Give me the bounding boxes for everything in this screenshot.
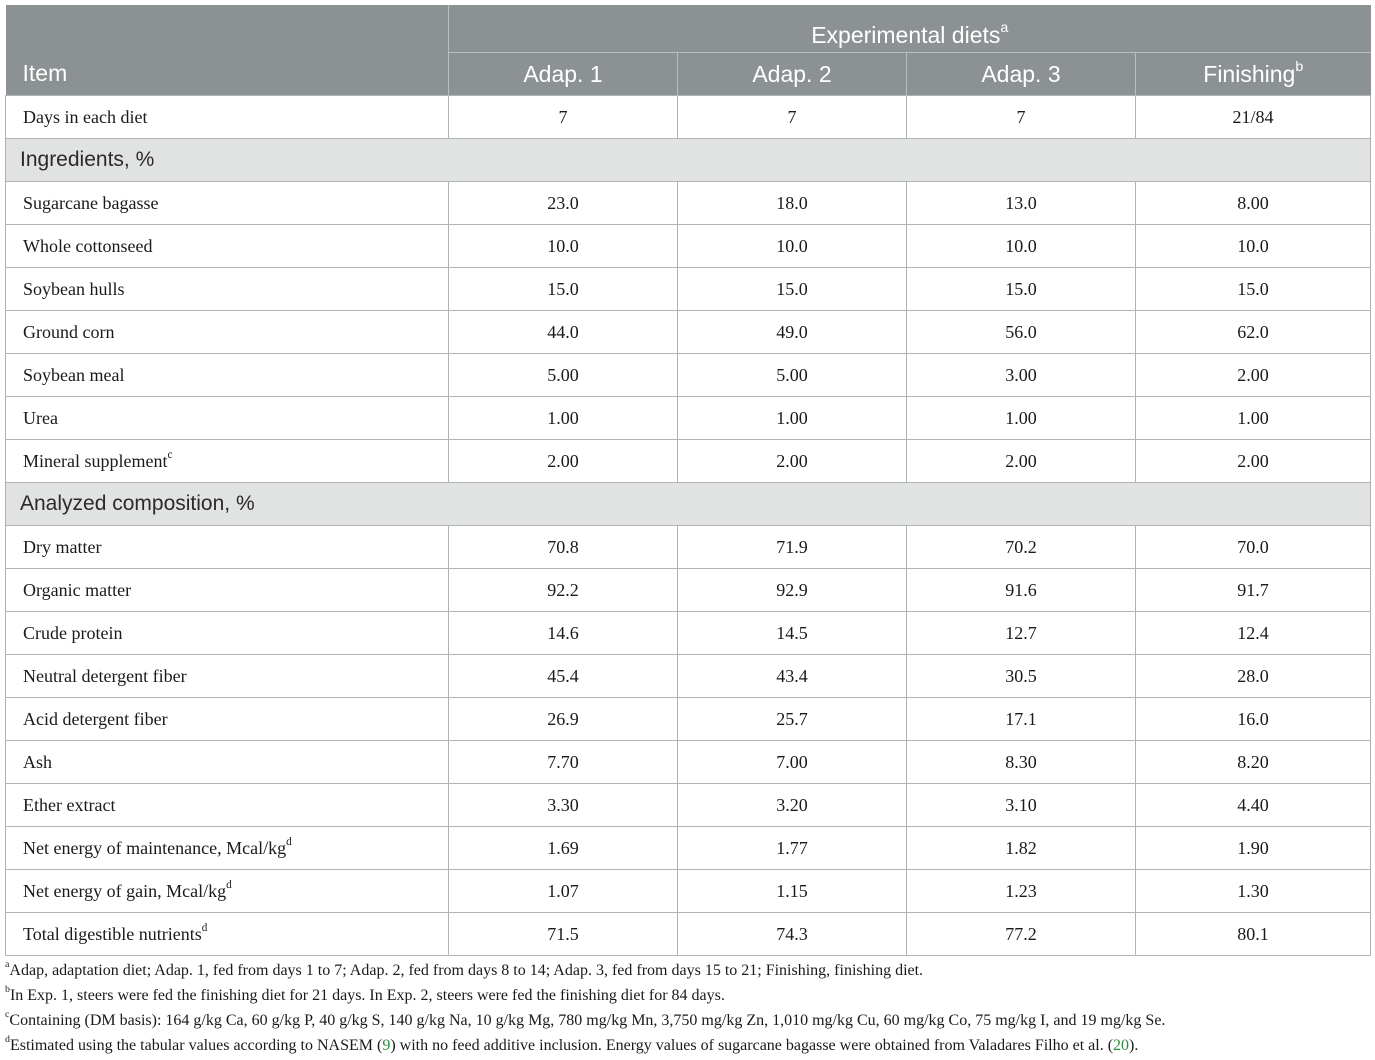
table-cell: 1.00 <box>1136 397 1371 440</box>
table-cell: 26.9 <box>449 698 678 741</box>
table-row <box>6 827 1371 870</box>
table-cell: 17.1 <box>907 698 1136 741</box>
table-cell: 7.70 <box>449 741 678 784</box>
table-cell: 70.8 <box>449 526 678 569</box>
table-cell: 12.4 <box>1136 612 1371 655</box>
table-cell: 15.0 <box>907 268 1136 311</box>
table-cell: 45.4 <box>449 655 678 698</box>
table-cell: 1.00 <box>678 397 907 440</box>
table-cell: 74.3 <box>678 913 907 956</box>
table-cell: 49.0 <box>678 311 907 354</box>
column-header-adap-1: Adap. 1 <box>449 53 678 96</box>
experimental-diets-header: Experimental diets$^a$ <box>449 5 1371 53</box>
table-cell: 70.0 <box>1136 526 1371 569</box>
column-header-adap-3: Adap. 3 <box>907 53 1136 96</box>
section-title: Ingredients, % <box>6 139 1371 182</box>
table-cell: 15.0 <box>678 268 907 311</box>
row-label: Whole cottonseed <box>6 225 449 268</box>
table-cell: 3.00 <box>907 354 1136 397</box>
table-cell: 3.20 <box>678 784 907 827</box>
table-cell: 12.7 <box>907 612 1136 655</box>
table-cell: 8.00 <box>1136 182 1371 225</box>
row-label: Ground corn <box>6 311 449 354</box>
table-cell: 1.30 <box>1136 870 1371 913</box>
table-cell: 62.0 <box>1136 311 1371 354</box>
row-label: Net energy of maintenance, Mcal/$kg^d$ <box>6 827 449 870</box>
table-row <box>6 268 1371 311</box>
table-cell: 10.0 <box>1136 225 1371 268</box>
row-label: Organic matter <box>6 569 449 612</box>
row-label: Ash <box>6 741 449 784</box>
item-column-header: Item <box>6 5 449 96</box>
table-cell: 71.5 <box>449 913 678 956</box>
table-row <box>6 870 1371 913</box>
table-cell: 23.0 <box>449 182 678 225</box>
table-row <box>6 440 1371 483</box>
table-cell: 15.0 <box>449 268 678 311</box>
table-row <box>6 96 1371 139</box>
table-cell: 7 <box>449 96 678 139</box>
table-cell: 1.00 <box>449 397 678 440</box>
table-row <box>6 182 1371 225</box>
footnote-a: $^a$Adap, adaptation diet; Adap. 1, fed from days 1 to 7; Adap. 2, fed from days 8 to 14; Adap. 3, fed from days 15 to 21; Finishing, finishing diet. <box>5 959 924 979</box>
table-cell: 1.23 <box>907 870 1136 913</box>
table-cell: 7 <box>678 96 907 139</box>
citation-link[interactable]: 9 <box>382 1037 391 1054</box>
table-cell: 10.0 <box>678 225 907 268</box>
table-cell: 8.20 <box>1136 741 1371 784</box>
row-label: Net energy of gain, Mcal/$kg^d$ <box>6 870 449 913</box>
row-label: Crude protein <box>6 612 449 655</box>
table-header <box>6 5 1371 96</box>
section-row-composition <box>6 483 1371 526</box>
table-cell: 1.07 <box>449 870 678 913</box>
table-cell: 14.6 <box>449 612 678 655</box>
table-cell: 15.0 <box>1136 268 1371 311</box>
footnotes <box>5 958 1370 1058</box>
table-cell: 30.5 <box>907 655 1136 698</box>
table-cell: 2.00 <box>1136 354 1371 397</box>
row-label: Mineral supplement$^c$ <box>6 440 449 483</box>
column-header-adap-2: Adap. 2 <box>678 53 907 96</box>
row-label: Acid detergent fiber <box>6 698 449 741</box>
table-cell: 28.0 <box>1136 655 1371 698</box>
table-cell: 2.00 <box>449 440 678 483</box>
table-cell: 92.9 <box>678 569 907 612</box>
footnote-b: $^b$In Exp. 1, steers were fed the finishing diet for 21 days. In Exp. 2, steers were fed the finishing diet for 84 days. <box>5 984 725 1004</box>
table-row <box>6 311 1371 354</box>
footnote-d: $^d$Estimated using the tabular values according to NASEM (9) with no feed additive inclusion. Energy values of sugarcane bagasse were obtained from Valadares Filho et al. (20). <box>5 1034 1139 1054</box>
table-row <box>6 698 1371 741</box>
row-label: Dry matter <box>6 526 449 569</box>
table-cell: 7.00 <box>678 741 907 784</box>
table-cell: 80.1 <box>1136 913 1371 956</box>
table-row <box>6 612 1371 655</box>
table-cell: 7 <box>907 96 1136 139</box>
table-cell: 91.7 <box>1136 569 1371 612</box>
table-row <box>6 784 1371 827</box>
table-cell: 1.15 <box>678 870 907 913</box>
table-cell: 4.40 <box>1136 784 1371 827</box>
table-cell: 3.10 <box>907 784 1136 827</box>
table-cell: 5.00 <box>449 354 678 397</box>
table-row <box>6 569 1371 612</box>
table-cell: 43.4 <box>678 655 907 698</box>
table-cell: 92.2 <box>449 569 678 612</box>
row-label: Total digestible nutrients$^d$ <box>6 913 449 956</box>
table-body <box>6 96 1371 956</box>
table-cell: 71.9 <box>678 526 907 569</box>
table-row <box>6 913 1371 956</box>
table-cell: 2.00 <box>1136 440 1371 483</box>
table-cell: 1.00 <box>907 397 1136 440</box>
column-header-finishing: Finishing$^b$ <box>1136 53 1371 96</box>
table-cell: 1.82 <box>907 827 1136 870</box>
row-label: Soybean meal <box>6 354 449 397</box>
row-label: Sugarcane bagasse <box>6 182 449 225</box>
row-label: Urea <box>6 397 449 440</box>
table-cell: 56.0 <box>907 311 1136 354</box>
table-row <box>6 526 1371 569</box>
table-cell: 77.2 <box>907 913 1136 956</box>
table-cell: 70.2 <box>907 526 1136 569</box>
table-cell: 44.0 <box>449 311 678 354</box>
table-row <box>6 741 1371 784</box>
table-cell: 2.00 <box>678 440 907 483</box>
row-label: Soybean hulls <box>6 268 449 311</box>
row-label: Days in each diet <box>6 96 449 139</box>
table-cell: 91.6 <box>907 569 1136 612</box>
table-cell: 14.5 <box>678 612 907 655</box>
table-cell: 5.00 <box>678 354 907 397</box>
table-container <box>5 5 1370 956</box>
table-cell: 1.69 <box>449 827 678 870</box>
table-cell: 18.0 <box>678 182 907 225</box>
table-row <box>6 397 1371 440</box>
footnote-c: $^c$Containing (DM basis): 164 g/kg Ca, 60 g/kg P, 40 g/kg S, 140 g/kg Na, 10 g/kg Mg, 780 mg/kg Mn, 3,750 mg/kg Zn, 1,010 mg/kg Cu, 60 mg/kg Co, 75 mg/kg I, and 19 mg/kg Se. <box>5 1009 1166 1029</box>
table-row <box>6 225 1371 268</box>
table-cell: 16.0 <box>1136 698 1371 741</box>
table-cell: 25.7 <box>678 698 907 741</box>
table-cell: 1.90 <box>1136 827 1371 870</box>
table-cell: 13.0 <box>907 182 1136 225</box>
diet-composition-table <box>5 5 1371 956</box>
section-row-ingredients <box>6 139 1371 182</box>
table-cell: 1.77 <box>678 827 907 870</box>
citation-link[interactable]: 20 <box>1113 1037 1130 1054</box>
row-label: Ether extract <box>6 784 449 827</box>
table-cell: 10.0 <box>449 225 678 268</box>
table-row <box>6 354 1371 397</box>
section-title: Analyzed composition, % <box>6 483 1371 526</box>
table-cell: 8.30 <box>907 741 1136 784</box>
table-row <box>6 655 1371 698</box>
table-cell: 10.0 <box>907 225 1136 268</box>
table-cell: 3.30 <box>449 784 678 827</box>
table-cell: 21/84 <box>1136 96 1371 139</box>
row-label: Neutral detergent fiber <box>6 655 449 698</box>
table-cell: 2.00 <box>907 440 1136 483</box>
